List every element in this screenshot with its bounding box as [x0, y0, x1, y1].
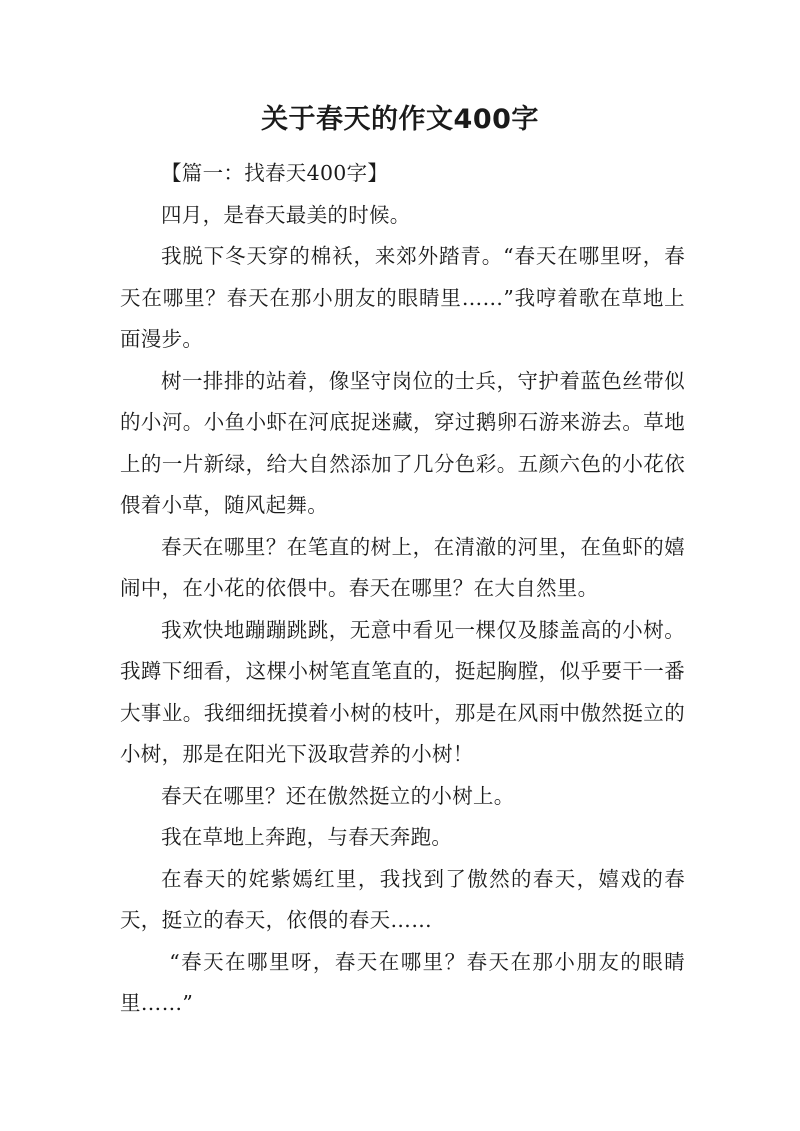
paragraph: 树一排排的站着，像坚守岗位的士兵，守护着蓝色丝带似的小河。小鱼小虾在河底捉迷藏，穿过鹅卵石游来游去。草地上的一片新绿，给大自然添加了几分色彩。五颜六色的小花依偎着小草，随风起舞。	[120, 368, 685, 517]
paragraph: 我脱下冬天穿的棉袄，来郊外踏青。“春天在哪里呀，春天在哪里？春天在那小朋友的眼睛里……”我哼着歌在草地上面漫步。	[120, 244, 685, 351]
paragraph: 我在草地上奔跑，与春天奔跑。	[161, 825, 453, 849]
paragraph: “春天在哪里呀，春天在哪里？春天在那小朋友的眼睛里……”	[120, 949, 685, 1015]
section-heading: 【篇一：找春天400字】	[161, 161, 389, 185]
document-title: 关于春天的作文400字	[261, 104, 539, 135]
paragraph: 春天在哪里？在笔直的树上，在清澈的河里，在鱼虾的嬉闹中，在小花的依偎中。春天在哪里？在大自然里。	[120, 534, 685, 600]
paragraph: 我欢快地蹦蹦跳跳，无意中看见一棵仅及膝盖高的小树。我蹲下细看，这棵小树笔直笔直的，挺起胸膛，似乎要干一番大事业。我细细抚摸着小树的枝叶，那是在风雨中傲然挺立的小树，那是在阳光下汲取营养的小树！	[120, 617, 685, 766]
paragraph: 四月，是春天最美的时候。	[161, 202, 411, 227]
document-body	[120, 153, 685, 1025]
paragraph: 在春天的姹紫嫣红里，我找到了傲然的春天，嬉戏的春天，挺立的春天，依偎的春天……	[120, 866, 685, 932]
paragraph: 春天在哪里？还在傲然挺立的小树上。	[161, 783, 515, 808]
